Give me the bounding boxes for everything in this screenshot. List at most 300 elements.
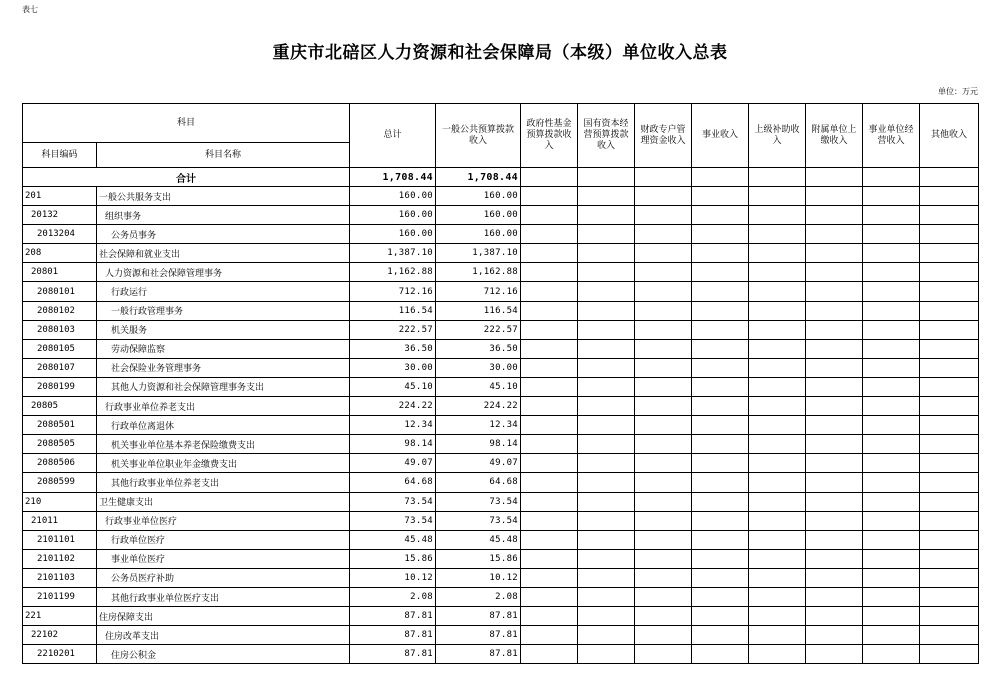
empty-cell [692, 263, 749, 282]
empty-cell [635, 301, 692, 320]
empty-cell [692, 225, 749, 244]
empty-cell [749, 511, 806, 530]
total-cell: 116.54 [350, 301, 436, 320]
total-cell: 160.00 [350, 206, 436, 225]
empty-cell [578, 473, 635, 492]
total-cell: 49.07 [350, 454, 436, 473]
table-row [23, 206, 979, 225]
total-cell: 64.68 [350, 473, 436, 492]
subject-name-cell: 机关事业单位职业年金缴费支出 [97, 454, 350, 473]
empty-cell [521, 568, 578, 587]
empty-cell [920, 358, 979, 377]
empty-cell [692, 511, 749, 530]
general-budget-cell: 2.08 [436, 587, 521, 606]
empty-cell [578, 225, 635, 244]
header-fiscal-account: 财政专户管理资金收入 [635, 104, 692, 168]
empty-cell [863, 530, 920, 549]
header-operating-income: 事业单位经营收入 [863, 104, 920, 168]
empty-cell [692, 320, 749, 339]
empty-cell [635, 549, 692, 568]
empty-cell [521, 358, 578, 377]
empty-cell [806, 473, 863, 492]
empty-cell [806, 587, 863, 606]
empty-cell [578, 263, 635, 282]
empty-cell [863, 206, 920, 225]
subject-name-cell: 劳动保障监察 [97, 339, 350, 358]
empty-cell [635, 416, 692, 435]
subject-name-cell: 行政运行 [97, 282, 350, 301]
empty-cell [635, 607, 692, 626]
empty-cell [920, 492, 979, 511]
table-row [23, 568, 979, 587]
subject-name-cell: 社会保障和就业支出 [97, 244, 350, 263]
table-row [23, 358, 979, 377]
header-gov-fund: 政府性基金预算拨款收入 [521, 104, 578, 168]
empty-cell [635, 626, 692, 645]
table-row [23, 645, 979, 664]
subject-code-cell: 20132 [23, 206, 97, 225]
empty-cell [863, 568, 920, 587]
header-total: 总计 [350, 104, 436, 168]
empty-cell [521, 530, 578, 549]
empty-cell [692, 416, 749, 435]
total-cell: 2.08 [350, 587, 436, 606]
table-number-label: 表七 [22, 5, 38, 14]
subject-name-cell: 一般行政管理事务 [97, 301, 350, 320]
empty-cell [806, 626, 863, 645]
empty-cell [635, 645, 692, 664]
empty-cell [521, 587, 578, 606]
empty-cell [578, 492, 635, 511]
total-cell: 30.00 [350, 358, 436, 377]
header-subject-name: 科目名称 [97, 143, 350, 168]
general-budget-cell: 45.48 [436, 530, 521, 549]
subject-code-cell: 2080103 [23, 320, 97, 339]
empty-cell [521, 206, 578, 225]
subject-code-cell: 2080505 [23, 435, 97, 454]
empty-cell [863, 626, 920, 645]
subject-name-cell: 一般公共服务支出 [97, 187, 350, 206]
total-cell: 1,162.88 [350, 263, 436, 282]
empty-cell [521, 454, 578, 473]
subject-name-cell: 机关服务 [97, 320, 350, 339]
general-budget-cell: 36.50 [436, 339, 521, 358]
empty-cell [521, 339, 578, 358]
empty-cell [806, 339, 863, 358]
empty-cell [521, 492, 578, 511]
subject-code-cell: 2080102 [23, 301, 97, 320]
general-budget-cell: 160.00 [436, 206, 521, 225]
empty-cell [521, 607, 578, 626]
empty-cell [578, 206, 635, 225]
subject-code-cell: 2080599 [23, 473, 97, 492]
empty-cell [806, 492, 863, 511]
empty-cell [635, 358, 692, 377]
empty-cell [692, 607, 749, 626]
empty-cell [806, 530, 863, 549]
header-business-income: 事业收入 [692, 104, 749, 168]
empty-cell [806, 244, 863, 263]
subject-code-cell: 21011 [23, 511, 97, 530]
empty-cell [806, 301, 863, 320]
empty-cell [578, 645, 635, 664]
empty-cell [578, 626, 635, 645]
table-row [23, 435, 979, 454]
empty-cell [692, 339, 749, 358]
empty-cell [920, 377, 979, 396]
table-row [23, 225, 979, 244]
empty-cell [578, 397, 635, 416]
total-cell: 73.54 [350, 492, 436, 511]
general-budget-cell: 73.54 [436, 492, 521, 511]
general-budget-cell: 73.54 [436, 511, 521, 530]
total-general: 1,708.44 [436, 168, 521, 187]
empty-cell [692, 282, 749, 301]
empty-cell [521, 645, 578, 664]
empty-cell [749, 607, 806, 626]
total-cell: 45.10 [350, 377, 436, 396]
empty-cell [920, 416, 979, 435]
empty-cell [749, 587, 806, 606]
empty-cell [749, 225, 806, 244]
empty-cell [692, 473, 749, 492]
header-other-income: 其他收入 [920, 104, 979, 168]
empty-cell [863, 282, 920, 301]
empty-cell [578, 301, 635, 320]
empty-cell [635, 339, 692, 358]
empty-cell [863, 645, 920, 664]
empty-cell [863, 607, 920, 626]
subject-name-cell: 其他行政事业单位养老支出 [97, 473, 350, 492]
empty-cell [521, 301, 578, 320]
general-budget-cell: 712.16 [436, 282, 521, 301]
empty-cell [920, 607, 979, 626]
empty-cell [863, 225, 920, 244]
empty-cell [578, 530, 635, 549]
empty-cell [749, 263, 806, 282]
total-cell: 45.48 [350, 530, 436, 549]
subject-code-cell: 210 [23, 492, 97, 511]
empty-cell [806, 320, 863, 339]
empty-cell [635, 511, 692, 530]
empty-cell [635, 320, 692, 339]
empty-cell [920, 549, 979, 568]
empty-cell [806, 645, 863, 664]
empty-cell [749, 626, 806, 645]
header-general-budget: 一般公共预算拨款收入 [436, 104, 521, 168]
general-budget-cell: 30.00 [436, 358, 521, 377]
header-affiliated-unit: 附属单位上缴收入 [806, 104, 863, 168]
empty-cell [635, 454, 692, 473]
empty-cell [920, 645, 979, 664]
total-cell: 224.22 [350, 397, 436, 416]
empty-cell [806, 282, 863, 301]
empty-cell [578, 320, 635, 339]
empty-cell [578, 587, 635, 606]
empty-cell [749, 645, 806, 664]
empty-cell [635, 435, 692, 454]
general-budget-cell: 160.00 [436, 187, 521, 206]
empty-cell [863, 377, 920, 396]
empty-cell [863, 339, 920, 358]
empty-cell [521, 320, 578, 339]
empty-cell [635, 187, 692, 206]
subject-name-cell: 行政事业单位养老支出 [97, 397, 350, 416]
empty-cell [635, 263, 692, 282]
empty-cell [521, 397, 578, 416]
empty-cell [806, 263, 863, 282]
general-budget-cell: 10.12 [436, 568, 521, 587]
subject-code-cell: 221 [23, 607, 97, 626]
total-cell: 222.57 [350, 320, 436, 339]
total-cell: 87.81 [350, 645, 436, 664]
table-row [23, 377, 979, 396]
table-row [23, 339, 979, 358]
empty-cell [863, 549, 920, 568]
empty-cell [749, 377, 806, 396]
empty-cell [920, 473, 979, 492]
general-budget-cell: 160.00 [436, 225, 521, 244]
empty-cell [863, 187, 920, 206]
empty-cell [692, 397, 749, 416]
table-row [23, 244, 979, 263]
empty-cell [749, 416, 806, 435]
subject-code-cell: 20801 [23, 263, 97, 282]
subject-code-cell: 2080506 [23, 454, 97, 473]
general-budget-cell: 98.14 [436, 435, 521, 454]
empty-cell [863, 358, 920, 377]
subject-code-cell: 2080105 [23, 339, 97, 358]
subject-code-cell: 2080501 [23, 416, 97, 435]
total-cell: 73.54 [350, 511, 436, 530]
empty-cell [920, 244, 979, 263]
table-row [23, 587, 979, 606]
subject-name-cell: 行政单位离退休 [97, 416, 350, 435]
general-budget-cell: 15.86 [436, 549, 521, 568]
subject-name-cell: 住房保障支出 [97, 607, 350, 626]
empty-cell [692, 454, 749, 473]
empty-cell [635, 206, 692, 225]
empty-cell [521, 282, 578, 301]
empty-cell [863, 263, 920, 282]
empty-cell [578, 377, 635, 396]
subject-code-cell: 2210201 [23, 645, 97, 664]
empty-cell [578, 358, 635, 377]
subject-name-cell: 其他人力资源和社会保障管理事务支出 [97, 377, 350, 396]
empty-cell [635, 530, 692, 549]
general-budget-cell: 224.22 [436, 397, 521, 416]
empty-cell [635, 473, 692, 492]
empty-cell [635, 568, 692, 587]
total-cell: 160.00 [350, 225, 436, 244]
subject-code-cell: 2101103 [23, 568, 97, 587]
empty-cell [692, 301, 749, 320]
subject-code-cell: 2080199 [23, 377, 97, 396]
empty-cell [806, 377, 863, 396]
empty-cell [806, 206, 863, 225]
empty-cell [920, 435, 979, 454]
empty-cell [692, 377, 749, 396]
subject-code-cell: 208 [23, 244, 97, 263]
general-budget-cell: 45.10 [436, 377, 521, 396]
subject-code-cell: 2101102 [23, 549, 97, 568]
header-superior-subsidy: 上级补助收入 [749, 104, 806, 168]
table-row [23, 282, 979, 301]
table-row [23, 454, 979, 473]
subject-name-cell: 住房公积金 [97, 645, 350, 664]
table-row [23, 607, 979, 626]
table-row [23, 549, 979, 568]
total-cell: 15.86 [350, 549, 436, 568]
table-row [23, 187, 979, 206]
empty-cell [692, 206, 749, 225]
subject-name-cell: 卫生健康支出 [97, 492, 350, 511]
empty-cell [920, 530, 979, 549]
empty-cell [578, 416, 635, 435]
empty-cell [920, 397, 979, 416]
empty-cell [692, 435, 749, 454]
subject-name-cell: 行政事业单位医疗 [97, 511, 350, 530]
empty-cell [635, 282, 692, 301]
total-cell: 10.12 [350, 568, 436, 587]
header-subject: 科目 [23, 104, 350, 143]
empty-cell [521, 187, 578, 206]
empty-cell [920, 301, 979, 320]
header-state-capital: 国有资本经营预算拨款收入 [578, 104, 635, 168]
subject-name-cell: 行政单位医疗 [97, 530, 350, 549]
total-label: 合计 [23, 168, 350, 187]
empty-cell [806, 511, 863, 530]
empty-cell [692, 244, 749, 263]
empty-cell [920, 225, 979, 244]
empty-cell [920, 320, 979, 339]
empty-cell [806, 225, 863, 244]
general-budget-cell: 87.81 [436, 645, 521, 664]
page-title: 重庆市北碚区人力资源和社会保障局（本级）单位收入总表 [272, 43, 728, 63]
empty-cell [863, 416, 920, 435]
table-row [23, 416, 979, 435]
empty-cell [749, 301, 806, 320]
empty-cell [521, 416, 578, 435]
general-budget-cell: 87.81 [436, 626, 521, 645]
empty-cell [692, 492, 749, 511]
empty-cell [749, 473, 806, 492]
empty-cell [920, 511, 979, 530]
subject-name-cell: 公务员事务 [97, 225, 350, 244]
empty-cell [749, 530, 806, 549]
empty-cell [863, 587, 920, 606]
empty-cell [521, 549, 578, 568]
subject-name-cell: 其他行政事业单位医疗支出 [97, 587, 350, 606]
general-budget-cell: 87.81 [436, 607, 521, 626]
empty-cell [920, 587, 979, 606]
empty-cell [806, 435, 863, 454]
subject-code-cell: 2080101 [23, 282, 97, 301]
subject-name-cell: 住房改革支出 [97, 626, 350, 645]
empty-cell [749, 492, 806, 511]
subject-code-cell: 20805 [23, 397, 97, 416]
total-cell: 1,387.10 [350, 244, 436, 263]
empty-cell [749, 320, 806, 339]
empty-cell [863, 454, 920, 473]
empty-cell [635, 492, 692, 511]
empty-cell [578, 511, 635, 530]
subject-code-cell: 201 [23, 187, 97, 206]
empty-cell [521, 377, 578, 396]
empty-cell [521, 473, 578, 492]
empty-cell [635, 397, 692, 416]
subject-name-cell: 组织事务 [97, 206, 350, 225]
total-cell: 712.16 [350, 282, 436, 301]
table-row [23, 626, 979, 645]
empty-cell [749, 339, 806, 358]
empty-cell [806, 416, 863, 435]
income-summary-table [22, 103, 979, 664]
empty-cell [692, 549, 749, 568]
empty-cell [806, 397, 863, 416]
empty-cell [578, 607, 635, 626]
empty-cell [692, 530, 749, 549]
empty-cell [578, 454, 635, 473]
empty-cell [749, 454, 806, 473]
empty-cell [521, 626, 578, 645]
empty-cell [863, 397, 920, 416]
empty-cell [863, 244, 920, 263]
general-budget-cell: 1,387.10 [436, 244, 521, 263]
table-row [23, 263, 979, 282]
empty-cell [806, 358, 863, 377]
empty-cell [749, 206, 806, 225]
empty-cell [749, 549, 806, 568]
general-budget-cell: 64.68 [436, 473, 521, 492]
empty-cell [578, 568, 635, 587]
subject-name-cell: 机关事业单位基本养老保险缴费支出 [97, 435, 350, 454]
empty-cell [920, 206, 979, 225]
table-row [23, 511, 979, 530]
empty-cell [578, 435, 635, 454]
empty-cell [578, 282, 635, 301]
empty-cell [635, 587, 692, 606]
empty-cell [749, 435, 806, 454]
table-row [23, 301, 979, 320]
total-cell: 87.81 [350, 626, 436, 645]
table-row [23, 397, 979, 416]
empty-cell [578, 187, 635, 206]
subject-name-cell: 公务员医疗补助 [97, 568, 350, 587]
general-budget-cell: 1,162.88 [436, 263, 521, 282]
total-row [23, 168, 979, 187]
empty-cell [806, 454, 863, 473]
subject-code-cell: 2013204 [23, 225, 97, 244]
table-row [23, 320, 979, 339]
empty-cell [806, 187, 863, 206]
empty-cell [806, 549, 863, 568]
empty-cell [920, 263, 979, 282]
empty-cell [692, 587, 749, 606]
empty-cell [920, 626, 979, 645]
empty-cell [635, 377, 692, 396]
empty-cell [749, 187, 806, 206]
general-budget-cell: 49.07 [436, 454, 521, 473]
header-subject-code: 科目编码 [23, 143, 97, 168]
empty-cell [635, 225, 692, 244]
table-row [23, 530, 979, 549]
empty-cell [806, 568, 863, 587]
empty-cell [863, 320, 920, 339]
empty-cell [692, 626, 749, 645]
general-budget-cell: 116.54 [436, 301, 521, 320]
empty-cell [692, 358, 749, 377]
